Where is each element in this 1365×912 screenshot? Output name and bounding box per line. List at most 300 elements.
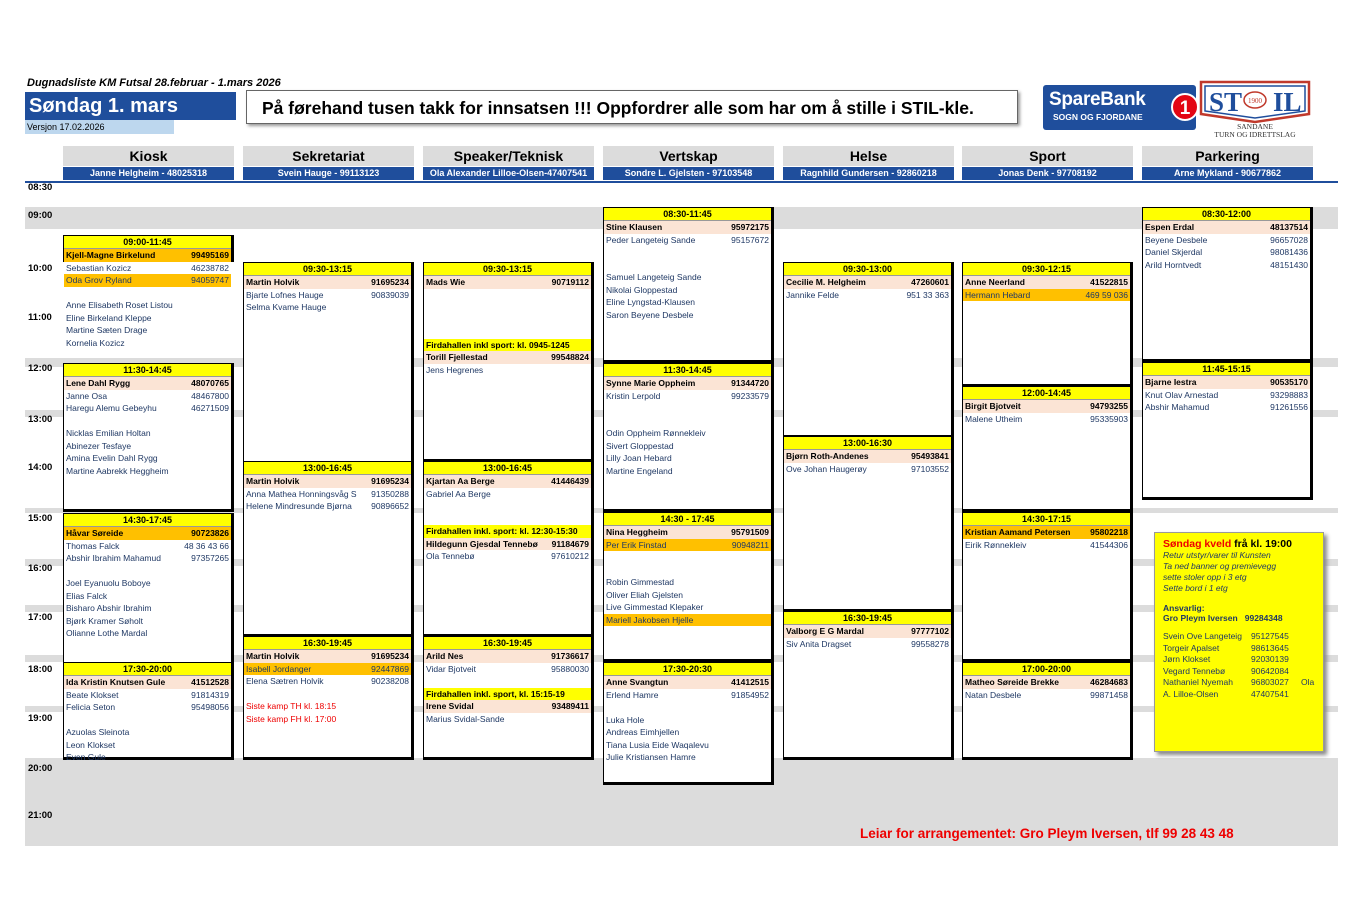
volunteer-row xyxy=(64,627,231,640)
volunteer-row xyxy=(424,314,591,327)
shift-time: 11:30-14:45 xyxy=(64,364,231,377)
shift-block xyxy=(1142,207,1313,362)
volunteer-row xyxy=(64,262,231,275)
volunteer-row xyxy=(64,739,231,752)
volunteer-row xyxy=(784,289,951,302)
volunteer-row xyxy=(1143,259,1310,272)
volunteer-row xyxy=(604,234,771,247)
volunteer-name: Martine Sæten Drage xyxy=(66,325,148,335)
volunteer-row xyxy=(424,326,591,339)
volunteer-name: Arild Horntvedt xyxy=(1145,259,1202,270)
volunteer-phone: 94793255 xyxy=(1090,401,1128,411)
volunteer-row xyxy=(244,688,411,701)
volunteer-row xyxy=(424,663,591,676)
volunteer-name: Espen Erdal xyxy=(1145,222,1195,232)
evening-crew-member xyxy=(1163,666,1315,678)
volunteer-row xyxy=(424,500,591,513)
shift-block xyxy=(603,512,774,662)
volunteer-phone: 97103552 xyxy=(911,463,949,474)
volunteer-name: Luka Hole xyxy=(606,714,645,725)
shift-block xyxy=(63,235,234,348)
shift-time: 13:00-16:45 xyxy=(424,462,591,475)
volunteer-row xyxy=(64,714,231,727)
volunteer-name: Mariell Jakobsen Hjelle xyxy=(606,614,694,625)
crew-name: Torgeir Apalset xyxy=(1163,642,1220,653)
volunteer-phone: 92447869 xyxy=(371,663,409,674)
volunteer-row xyxy=(604,689,771,702)
volunteer-phone: 46284683 xyxy=(1090,677,1128,687)
shift-block xyxy=(243,636,414,760)
volunteer-phone: 41446439 xyxy=(551,476,589,486)
volunteer-name: Matheo Søreide Brekke xyxy=(965,677,1060,687)
volunteer-name: Sebastian Kozicz xyxy=(66,262,132,273)
evening-crew-member xyxy=(1163,689,1315,701)
volunteer-phone: 93298883 xyxy=(1270,389,1308,400)
volunteer-row xyxy=(64,390,231,403)
volunteer-row xyxy=(963,526,1130,539)
column-header-helse: Helse xyxy=(783,146,954,166)
volunteer-phone: 95335903 xyxy=(1090,413,1128,424)
volunteer-name: Daniel Skjerdal xyxy=(1145,247,1203,257)
volunteer-name: Bjørn Roth-Andenes xyxy=(786,451,869,461)
volunteer-row xyxy=(604,440,771,453)
volunteer-name: Ola Tennebø xyxy=(426,551,475,561)
volunteer-name: Beyene Desbele xyxy=(1145,234,1208,245)
volunteer-name: Saron Beyene Desbele xyxy=(606,309,694,320)
volunteer-phone: 95157672 xyxy=(731,234,769,245)
shift-time: 09:30-13:00 xyxy=(784,263,951,276)
evening-crew-member xyxy=(1163,643,1315,655)
volunteer-phone: 95802218 xyxy=(1090,527,1128,537)
volunteer-phone: 91854952 xyxy=(731,689,769,700)
volunteer-row xyxy=(244,663,411,676)
volunteer-name: Per Erik Finstad xyxy=(606,539,667,550)
evening-task: Retur utstyr/varer til Kunsten xyxy=(1163,550,1271,560)
volunteer-row xyxy=(64,602,231,615)
volunteer-row xyxy=(604,564,771,577)
volunteer-name: Erlend Hamre xyxy=(606,689,659,700)
volunteer-phone: 97357265 xyxy=(191,553,229,563)
volunteer-name: Joel Eyanuolu Boboye xyxy=(66,578,151,588)
volunteer-phone: 94059747 xyxy=(191,275,229,285)
volunteer-name: Anne Svangtun xyxy=(606,677,669,687)
volunteer-name: Elias Falck xyxy=(66,590,108,601)
volunteer-name: Kjell-Magne Birkelund xyxy=(66,250,156,260)
volunteer-phone: 48467800 xyxy=(191,390,229,401)
shift-time: 12:00-14:45 xyxy=(963,387,1130,400)
volunteer-row xyxy=(604,526,771,539)
sparebank-one-icon: 1 xyxy=(1171,93,1199,121)
volunteer-phone: 48151430 xyxy=(1270,259,1308,270)
hour-label: 11:00 xyxy=(28,312,52,323)
column-header-speakerteknisk: Speaker/Teknisk xyxy=(423,146,594,166)
evening-task-box xyxy=(1154,532,1324,752)
volunteer-name: Samuel Langeteig Sande xyxy=(606,272,702,282)
volunteer-name: Martin Holvik xyxy=(246,476,300,486)
volunteer-row xyxy=(604,309,771,322)
volunteer-name: Firdahallen inkl. sport: kl. 12:30-15:30 xyxy=(426,526,578,536)
volunteer-phone: 95880030 xyxy=(551,663,589,674)
volunteer-phone: 91350288 xyxy=(371,488,409,499)
volunteer-row xyxy=(64,427,231,440)
volunteer-phone: 91695234 xyxy=(371,651,409,661)
volunteer-phone: 46238782 xyxy=(191,262,229,273)
volunteer-name: Marius Svidal-Sande xyxy=(426,713,505,724)
column-header-sport: Sport xyxy=(962,146,1133,166)
volunteer-row xyxy=(64,527,231,540)
volunteer-row xyxy=(604,427,771,440)
volunteer-row xyxy=(784,276,951,289)
volunteer-row xyxy=(244,650,411,663)
volunteer-phone: 93489411 xyxy=(551,701,589,711)
volunteer-name: Ida Kristin Knutsen Gule xyxy=(66,677,166,687)
shift-block xyxy=(783,436,954,612)
volunteer-row xyxy=(604,296,771,309)
shift-time: 16:30-19:45 xyxy=(244,637,411,650)
volunteer-row xyxy=(64,689,231,702)
volunteer-row xyxy=(604,415,771,428)
volunteer-row xyxy=(64,312,231,325)
volunteer-row xyxy=(963,689,1130,702)
volunteer-name: Lilly Joan Hebard xyxy=(606,453,672,463)
volunteer-phone: 99871458 xyxy=(1090,689,1128,700)
volunteer-row xyxy=(784,463,951,476)
volunteer-name: Anne Elisabeth Roset Listou xyxy=(66,300,173,310)
sparebank-name: SpareBank xyxy=(1049,89,1146,110)
svg-text:ST: ST xyxy=(1209,87,1243,117)
column-coordinator: Jonas Denk - 97708192 xyxy=(962,167,1133,180)
volunteer-row xyxy=(424,525,591,538)
volunteer-row xyxy=(64,287,231,300)
volunteer-row xyxy=(604,739,771,752)
volunteer-phone: 95791509 xyxy=(731,527,769,537)
volunteer-name: Kjartan Aa Berge xyxy=(426,476,495,486)
evening-crew-member xyxy=(1163,654,1315,666)
volunteer-name: Beate Klokset xyxy=(66,689,119,700)
shift-block xyxy=(783,262,954,438)
volunteer-name: Oliver Eliah Gjelsten xyxy=(606,589,684,600)
shift-block xyxy=(962,386,1133,512)
shift-time: 09:30-13:15 xyxy=(244,263,411,276)
volunteer-name: Eirik Rønnekleiv xyxy=(965,539,1027,550)
shift-block xyxy=(63,513,234,665)
volunteer-name: Kristin Lerpold xyxy=(606,390,661,401)
volunteer-row xyxy=(604,676,771,689)
volunteer-name: Sivert Gloppestad xyxy=(606,440,674,451)
volunteer-row xyxy=(424,289,591,302)
shift-block xyxy=(243,262,414,468)
volunteer-row xyxy=(424,538,591,551)
volunteer-name: Hermann Hebard xyxy=(965,289,1031,300)
hour-label: 20:00 xyxy=(28,763,53,774)
volunteer-row xyxy=(244,488,411,501)
volunteer-phone: 91695234 xyxy=(371,476,409,486)
hour-label: 09:00 xyxy=(28,210,53,221)
volunteer-row xyxy=(604,576,771,589)
volunteer-phone: 91261556 xyxy=(1270,402,1308,412)
volunteer-row xyxy=(604,601,771,614)
volunteer-row xyxy=(424,675,591,688)
volunteer-name: Nina Heggheim xyxy=(606,527,668,537)
volunteer-row xyxy=(244,675,411,688)
volunteer-phone: 46271509 xyxy=(191,403,229,413)
event-leader: Leiar for arrangementet: Gro Pleym Iversen, tlf 99 28 43 48 xyxy=(860,826,1234,841)
volunteer-name: Knut Olav Arnestad xyxy=(1145,389,1219,400)
volunteer-row xyxy=(963,539,1130,552)
volunteer-name: Irene Svidal xyxy=(426,701,474,711)
stil-line2: TURN OG IDRETTSLAG xyxy=(1214,130,1296,139)
volunteer-name: Siste kamp FH kl. 17:00 xyxy=(246,713,337,724)
volunteer-row xyxy=(963,400,1130,413)
volunteer-phone: 91184679 xyxy=(551,538,589,549)
volunteer-row xyxy=(604,465,771,478)
crew-name: Svein Ove Langeteig xyxy=(1163,631,1242,641)
volunteer-row xyxy=(963,676,1130,689)
volunteer-name: Andreas Eimhjellen xyxy=(606,727,680,737)
day-title: Søndag 1. mars xyxy=(25,92,236,120)
volunteer-name: Siste kamp TH kl. 18:15 xyxy=(246,701,337,711)
volunteer-row xyxy=(604,284,771,297)
crew-name: Jørn Klokset xyxy=(1163,654,1211,664)
shift-block xyxy=(603,363,774,512)
volunteer-row xyxy=(64,274,231,287)
volunteer-phone: 48070765 xyxy=(191,378,229,388)
volunteer-row xyxy=(1143,246,1310,259)
volunteer-name: Peder Langeteig Sande xyxy=(606,234,696,245)
shift-block xyxy=(783,611,954,760)
volunteer-name: Kornelia Kozicz xyxy=(66,337,125,348)
svg-text:1900: 1900 xyxy=(1248,97,1262,105)
volunteer-name: Oda Grov Ryland xyxy=(66,275,132,285)
volunteer-row xyxy=(244,289,411,302)
volunteer-name: Hildegunn Gjesdal Tennebø xyxy=(426,538,538,549)
column-coordinator: Sondre L. Gjelsten - 97103548 xyxy=(603,167,774,180)
shift-time: 08:30-11:45 xyxy=(604,208,771,221)
volunteer-row xyxy=(64,249,231,262)
volunteer-row xyxy=(64,577,231,590)
shift-time: 17:30-20:30 xyxy=(604,663,771,676)
volunteer-row xyxy=(424,688,591,701)
volunteer-row xyxy=(784,625,951,638)
volunteer-name: Bisharo Abshir Ibrahim xyxy=(66,603,152,613)
volunteer-row xyxy=(64,565,231,578)
hour-label: 18:00 xyxy=(28,664,53,675)
volunteer-row xyxy=(64,452,231,465)
volunteer-phone: 99233579 xyxy=(731,390,769,401)
volunteer-name: Anne Neerland xyxy=(965,277,1025,287)
volunteer-name: Nikolai Gloppestad xyxy=(606,284,678,295)
shift-time: 13:00-16:45 xyxy=(244,462,411,475)
column-header-sekretariat: Sekretariat xyxy=(243,146,414,166)
volunteer-row xyxy=(1143,389,1310,402)
volunteer-row xyxy=(604,751,771,764)
volunteer-name: Lene Dahl Rygg xyxy=(66,378,131,388)
volunteer-name: Bjarte Lofnes Hauge xyxy=(246,289,324,300)
volunteer-row xyxy=(64,465,231,478)
volunteer-phone: 91814319 xyxy=(191,689,229,700)
volunteer-row xyxy=(604,390,771,403)
volunteer-row xyxy=(424,513,591,526)
column-coordinator: Ragnhild Gundersen - 92860218 xyxy=(783,167,954,180)
column-header-vertskap: Vertskap xyxy=(603,146,774,166)
volunteer-name: Felicia Seton xyxy=(66,702,116,712)
column-header-kiosk: Kiosk xyxy=(63,146,234,166)
volunteer-row xyxy=(244,301,411,314)
evening-task: sette stoler opp i 3 etg xyxy=(1163,572,1247,582)
volunteer-name: Martine Aabrekk Heggheim xyxy=(66,465,169,476)
volunteer-row xyxy=(784,638,951,651)
volunteer-row xyxy=(784,450,951,463)
volunteer-name: Synne Marie Oppheim xyxy=(606,378,696,388)
shift-time: 09:30-12:15 xyxy=(963,263,1130,276)
volunteer-name: Martine Engeland xyxy=(606,465,673,476)
volunteer-row xyxy=(424,488,591,501)
volunteer-row xyxy=(424,713,591,726)
shift-block xyxy=(63,662,234,760)
crew-phone: 90642084 xyxy=(1251,665,1289,676)
shift-block xyxy=(962,512,1133,662)
volunteer-row xyxy=(604,551,771,564)
crew-phone: 92030139 xyxy=(1251,654,1289,664)
volunteer-phone: 47260601 xyxy=(911,277,949,287)
volunteer-phone: 99495169 xyxy=(191,250,229,260)
hour-label: 16:00 xyxy=(28,563,53,574)
shift-block xyxy=(423,636,594,760)
volunteer-phone: 95498056 xyxy=(191,702,229,712)
shift-time: 11:45-15:15 xyxy=(1143,363,1310,376)
volunteer-phone: 91695234 xyxy=(371,277,409,287)
volunteer-name: Elena Sætren Holvik xyxy=(246,676,324,686)
volunteer-row xyxy=(604,589,771,602)
shift-block xyxy=(423,262,594,462)
shift-time: 14:30-17:15 xyxy=(963,513,1130,526)
volunteer-phone: 48137514 xyxy=(1270,222,1308,232)
volunteer-name: Thomas Falck xyxy=(66,540,120,551)
volunteer-phone: 96657028 xyxy=(1270,234,1308,245)
volunteer-name: Stine Klausen xyxy=(606,222,663,232)
shift-time: 11:30-14:45 xyxy=(604,364,771,377)
evening-title: Søndag kveld frå kl. 19:00 xyxy=(1163,538,1292,550)
shift-block xyxy=(962,262,1133,387)
volunteer-row xyxy=(64,415,231,428)
sparebank-logo xyxy=(1043,85,1196,130)
volunteer-row xyxy=(64,726,231,739)
volunteer-name: Leon Klokset xyxy=(66,739,116,750)
volunteer-row xyxy=(424,700,591,713)
crew-note: Ola xyxy=(1301,677,1315,687)
volunteer-row xyxy=(604,402,771,415)
responsible-label: Ansvarlig: xyxy=(1163,603,1205,613)
volunteer-row xyxy=(64,324,231,337)
volunteer-phone: 469 59 036 xyxy=(1085,289,1128,300)
volunteer-phone: 91736617 xyxy=(551,651,589,661)
hour-label: 08:30 xyxy=(28,182,53,193)
volunteer-name: Abinezer Tesfaye xyxy=(66,440,132,451)
volunteer-row xyxy=(604,377,771,390)
volunteer-name: Anna Mathea Honningsvåg S xyxy=(246,488,357,499)
volunteer-row xyxy=(604,271,771,284)
volunteer-row xyxy=(604,701,771,714)
volunteer-name: Janne Osa xyxy=(66,390,108,401)
volunteer-row xyxy=(64,440,231,453)
volunteer-phone: 41522815 xyxy=(1090,277,1128,287)
volunteer-name: Abshir Mahamud xyxy=(1145,402,1210,412)
shift-block xyxy=(603,207,774,363)
volunteer-row xyxy=(604,614,771,627)
volunteer-row xyxy=(64,540,231,553)
column-coordinator: Ola Alexander Lilloe-Olsen-47407541 xyxy=(423,167,594,180)
volunteer-phone: 91344720 xyxy=(731,378,769,388)
shift-time: 13:00-16:30 xyxy=(784,437,951,450)
volunteer-name: Robin Gimmestad xyxy=(606,577,675,587)
hour-label: 12:00 xyxy=(28,363,53,374)
volunteer-row xyxy=(604,726,771,739)
stil-logo xyxy=(1199,80,1311,140)
volunteer-phone: 951 33 363 xyxy=(906,289,949,300)
volunteer-phone: 90948211 xyxy=(731,539,769,550)
evening-task: Ta ned banner og premievegg xyxy=(1163,561,1277,571)
volunteer-phone: 90839039 xyxy=(371,289,409,300)
volunteer-name: Even Gule xyxy=(66,752,106,762)
hour-label: 17:00 xyxy=(28,612,53,623)
volunteer-row xyxy=(64,751,231,764)
volunteer-name: Azuolas Sleinota xyxy=(66,727,130,737)
hour-label: 13:00 xyxy=(28,414,53,425)
volunteer-name: Abshir Ibrahim Mahamud xyxy=(66,553,161,563)
volunteer-name: Olianne Lothe Mardal xyxy=(66,628,148,638)
volunteer-row xyxy=(64,676,231,689)
volunteer-phone: 41412515 xyxy=(731,677,769,687)
volunteer-row xyxy=(1143,234,1310,247)
volunteer-name: Cecilie M. Helgheim xyxy=(786,277,866,287)
column-coordinator: Janne Helgheim - 48025318 xyxy=(63,167,234,180)
shift-block xyxy=(603,662,774,785)
volunteer-name: Firdahallen inkl. sport, kl. 15:15-19 xyxy=(426,688,565,699)
volunteer-row xyxy=(64,701,231,714)
volunteer-name: Siv Anita Dragset xyxy=(786,638,852,649)
stil-shield-icon xyxy=(1199,80,1311,124)
volunteer-row xyxy=(244,700,411,713)
volunteer-row xyxy=(64,590,231,603)
volunteer-row xyxy=(64,402,231,415)
shift-block xyxy=(1142,362,1313,500)
volunteer-row xyxy=(424,475,591,488)
shift-time: 16:30-19:45 xyxy=(424,637,591,650)
volunteer-phone: 41512528 xyxy=(191,677,229,687)
column-coordinator: Arne Mykland - 90677862 xyxy=(1142,167,1313,180)
hour-label: 19:00 xyxy=(28,713,53,724)
volunteer-phone: 41544306 xyxy=(1090,539,1128,550)
shift-block xyxy=(423,461,594,637)
volunteer-name: Vidar Bjotveit xyxy=(426,663,476,674)
hour-label: 10:00 xyxy=(28,263,53,274)
hour-label: 21:00 xyxy=(28,810,53,821)
volunteer-row xyxy=(604,259,771,272)
volunteer-row xyxy=(1143,376,1310,389)
volunteer-phone: 97777102 xyxy=(911,626,949,636)
volunteer-name: Odin Oppheim Rønnekleiv xyxy=(606,428,706,438)
volunteer-row xyxy=(604,452,771,465)
volunteer-row xyxy=(424,301,591,314)
volunteer-row xyxy=(64,552,231,565)
shift-block xyxy=(63,363,234,512)
volunteer-name: Eline Birkeland Kleppe xyxy=(66,312,152,323)
volunteer-name: Gabriel Aa Berge xyxy=(426,488,491,499)
shift-time: 17:00-20:00 xyxy=(963,663,1130,676)
volunteer-row xyxy=(64,299,231,312)
volunteer-row xyxy=(1143,221,1310,234)
crew-name: A. Lilloe-Olsen xyxy=(1163,688,1219,699)
